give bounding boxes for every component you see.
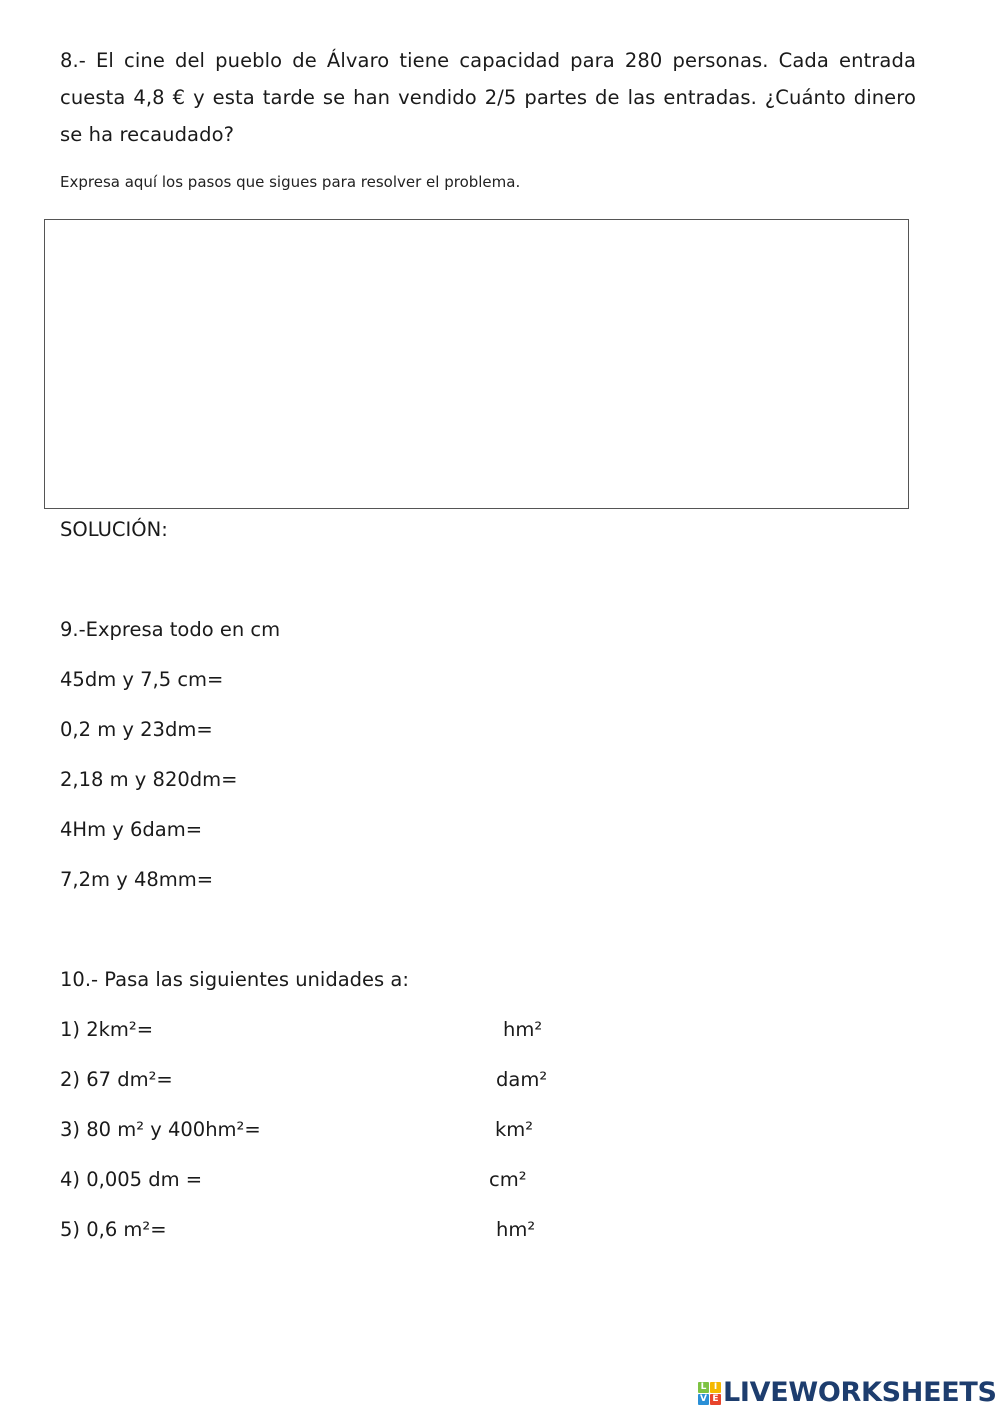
question-9-title: 9.-Expresa todo en cm [60,618,281,641]
steps-answer-box[interactable] [44,219,909,509]
q9-item: 0,2 m y 23dm= [60,718,213,741]
live-tiles-icon [698,1382,721,1405]
solution-label: SOLUCIÓN: [60,518,168,541]
q10-item: 5) 0,6 m²= [60,1218,167,1241]
brand-name: LIVEWORKSHEETS [723,1377,997,1408]
question-10-title: 10.- Pasa las siguientes unidades a: [60,968,409,991]
q9-item: 2,18 m y 820dm= [60,768,238,791]
q9-item: 45dm y 7,5 cm= [60,668,224,691]
q10-target-unit: hm² [496,1218,536,1241]
logo-tile-e: E [710,1394,721,1405]
steps-instruction: Expresa aquí los pasos que sigues para resolver el problema. [60,173,521,191]
q9-item: 7,2m y 48mm= [60,868,214,891]
logo-tile-i: I [710,1382,721,1393]
q10-target-unit: cm² [489,1168,527,1191]
q10-item: 2) 67 dm²= [60,1068,173,1091]
logo-tile-v: V [698,1394,709,1405]
q10-item: 1) 2km²= [60,1018,154,1041]
q10-target-unit: dam² [496,1068,548,1091]
q10-item: 3) 80 m² y 400hm²= [60,1118,261,1141]
q9-item: 4Hm y 6dam= [60,818,203,841]
q10-target-unit: hm² [503,1018,543,1041]
q10-target-unit: km² [495,1118,534,1141]
liveworksheets-logo [698,1379,997,1407]
question-8-text: 8.- El cine del pueblo de Álvaro tiene capacidad para 280 personas. Cada entrada cuesta 4,8 € y esta tarde se han vendido 2/5 partes de las entradas. ¿Cuánto dinero se ha recaudado? [60,49,916,146]
q10-item: 4) 0,005 dm = [60,1168,203,1191]
logo-tile-l: L [698,1382,709,1393]
